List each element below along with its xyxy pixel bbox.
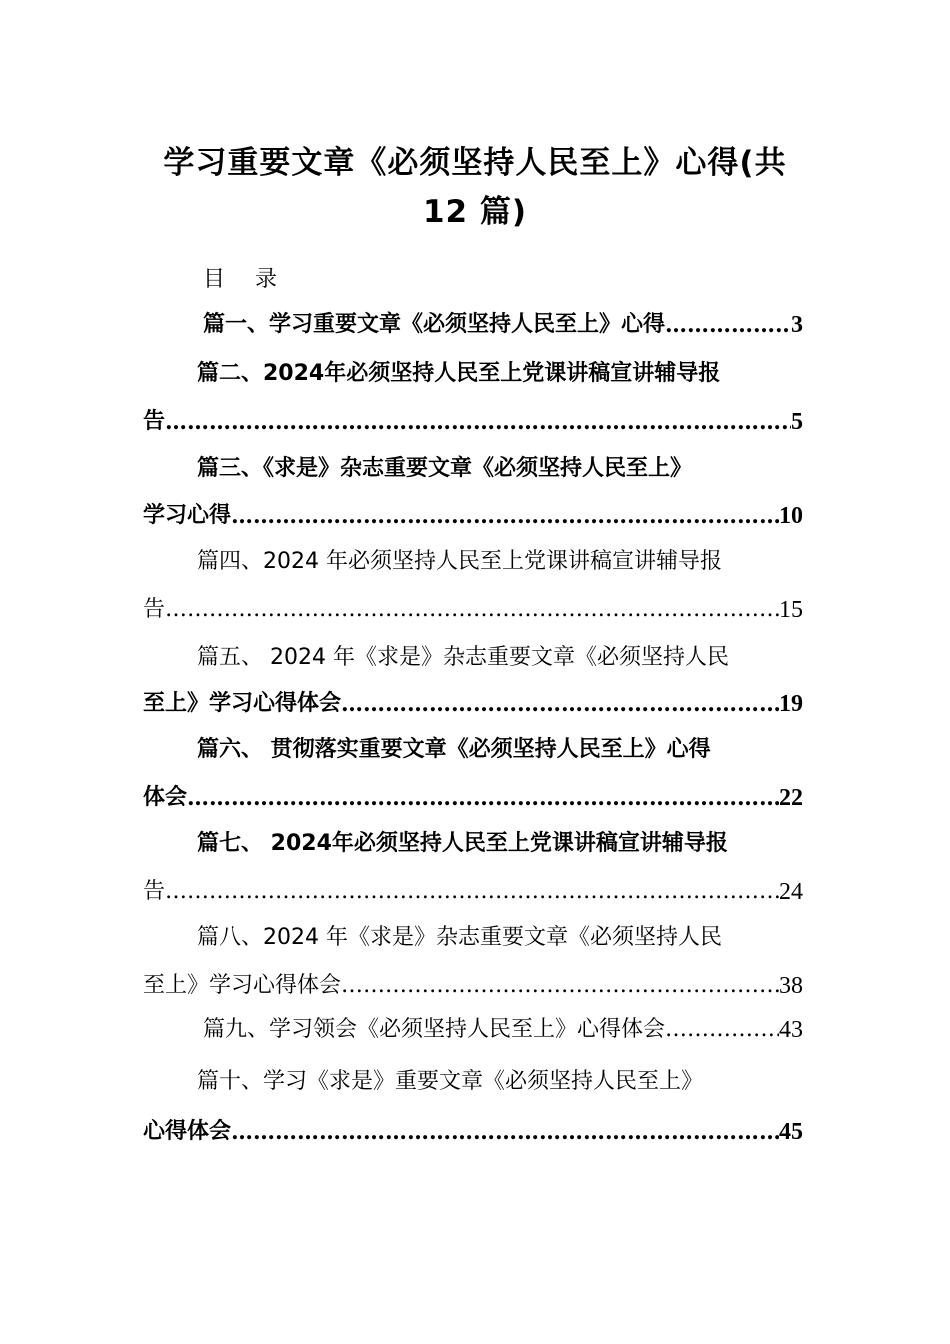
toc-heading	[203, 262, 307, 293]
toc-entry-7-text: 告	[143, 879, 166, 904]
toc-entry-7-line-2[interactable]	[143, 874, 803, 910]
toc-entry-9-leader	[665, 1012, 779, 1048]
toc-heading-char-2: 录	[255, 267, 278, 292]
toc-entry-9[interactable]	[203, 1012, 803, 1048]
toc-entry-3-leader	[231, 498, 779, 534]
toc-heading-char-1: 目	[203, 267, 226, 292]
toc-entry-6-page: 22	[779, 785, 803, 811]
toc-entry-7-page: 24	[779, 879, 803, 905]
toc-entry-2-leader	[165, 404, 791, 440]
toc-entry-5-line-2[interactable]	[143, 686, 803, 722]
toc-entry-1-page: 3	[791, 312, 803, 338]
toc-entry-10-text: 心得体会	[143, 1119, 232, 1144]
toc-entry-5-text: 至上》学习心得体会	[143, 691, 342, 716]
toc-entry-1-text: 篇一、学习重要文章《必须坚持人民至上》心得	[203, 312, 666, 337]
toc-entry-3-line-2[interactable]	[143, 498, 803, 534]
toc-entry-10-line-2[interactable]	[143, 1114, 803, 1150]
toc-entry-4-leader	[165, 592, 779, 628]
toc-entry-1-leader	[665, 307, 791, 343]
toc-entry-6-leader	[187, 780, 779, 816]
toc-entry-1[interactable]	[203, 307, 803, 343]
toc-entry-4-line-1[interactable]: 篇四、2024 年必须坚持人民至上党课讲稿宣讲辅导报	[197, 549, 722, 574]
toc-entry-8-line-2[interactable]	[143, 968, 803, 1004]
document-title-line-2: 12 篇)	[422, 194, 528, 230]
toc-entry-6-line-1[interactable]: 篇六、 贯彻落实重要文章《必须坚持人民至上》心得	[197, 737, 711, 762]
toc-entry-5-leader	[341, 686, 779, 722]
toc-entry-10-line-1[interactable]: 篇十、学习《求是》重要文章《必须坚持人民至上》	[197, 1069, 704, 1094]
toc-entry-8-text: 至上》学习心得体会	[143, 973, 342, 998]
toc-entry-2-line-1[interactable]: 篇二、2024年必须坚持人民至上党课讲稿宣讲辅导报	[197, 361, 721, 386]
toc-entry-8-leader	[341, 968, 779, 1004]
toc-entry-2-line-2[interactable]	[143, 404, 803, 440]
toc-entry-4-line-2[interactable]	[143, 592, 803, 628]
toc-entry-2-page: 5	[791, 409, 803, 435]
document-title-line-1: 学习重要文章《必须坚持人民至上》心得(共	[163, 145, 787, 181]
toc-entry-10-page: 45	[779, 1119, 803, 1145]
toc-entry-9-text: 篇九、学习领会《必须坚持人民至上》心得体会	[203, 1017, 666, 1042]
toc-entry-6-text: 体会	[143, 785, 188, 810]
toc-entry-4-text: 告	[143, 597, 166, 622]
toc-entry-5-page: 19	[779, 691, 803, 717]
toc-entry-7-leader	[165, 874, 779, 910]
toc-entry-7-line-1[interactable]: 篇七、 2024年必须坚持人民至上党课讲稿宣讲辅导报	[197, 831, 728, 856]
toc-entry-10-leader	[231, 1114, 779, 1150]
toc-entry-3-text: 学习心得	[143, 503, 232, 528]
toc-entry-8-line-1[interactable]: 篇八、2024 年《求是》杂志重要文章《必须坚持人民	[197, 925, 722, 950]
toc-entry-3-line-1[interactable]: 篇三、《求是》杂志重要文章《必须坚持人民至上》	[197, 456, 693, 481]
toc-entry-6-line-2[interactable]	[143, 780, 803, 816]
toc-entry-5-line-1[interactable]: 篇五、 2024 年《求是》杂志重要文章《必须坚持人民	[197, 645, 729, 670]
toc-entry-9-page: 43	[779, 1017, 803, 1043]
toc-entry-4-page: 15	[779, 597, 803, 623]
toc-entry-2-text: 告	[143, 409, 166, 434]
toc-entry-8-page: 38	[779, 973, 803, 999]
toc-entry-3-page: 10	[779, 503, 803, 529]
